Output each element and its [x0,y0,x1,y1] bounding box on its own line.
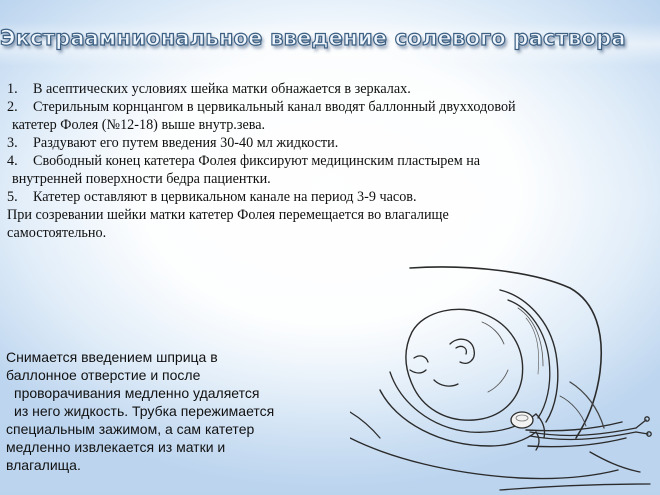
step-item [7,134,657,152]
step-text: Стерильным корнцангом в цервикальный канал вводят баллонный двухходовой [33,99,516,115]
procedure-steps [7,80,657,242]
step-item [7,152,657,170]
note-line: Снимается введением шприца в [6,349,218,365]
note-line: проворачивания медленно удаляется [14,385,260,401]
step-number: 4. [7,153,18,169]
step-number: 1. [7,81,18,97]
note-line: влагалища. [6,457,81,473]
removal-instructions [6,348,336,474]
note-line: медленно извлекается из матки и [6,439,226,455]
step-continuation: катетер Фолея (№12-18) выше внутр.зева. [12,117,266,133]
step-continuation: внутренней поверхности бедра пациентки. [12,171,271,187]
summary-line: При созревании шейки матки катетер Фолея перемещается во влагалище [7,207,449,223]
step-item [7,80,657,98]
foley-catheter-cross-section-illustration [350,262,655,492]
step-item [7,98,657,116]
summary-line: самостоятельно. [7,225,107,241]
step-item [7,188,657,206]
step-text: Раздувают его путем введения 30-40 мл жидкости. [33,135,339,151]
step-number: 3. [7,135,18,151]
slide-title: Экстраамниональное введение солевого раствора [0,26,626,50]
step-text: Свободный конец катетера Фолея фиксируют медицинским пластырем на [33,153,481,169]
note-line: баллонное отверстие и после [6,367,201,383]
step-text: В асептических условиях шейка матки обнажается в зеркалах. [33,81,411,97]
step-number: 5. [7,189,18,205]
step-text: Катетер оставляют в цервикальном канале на период 3-9 часов. [33,189,417,205]
step-number: 2. [7,99,18,115]
note-line: специальным зажимом, а сам катетер [6,421,255,437]
note-line: из него жидкость. Трубка пережимается [14,403,275,419]
